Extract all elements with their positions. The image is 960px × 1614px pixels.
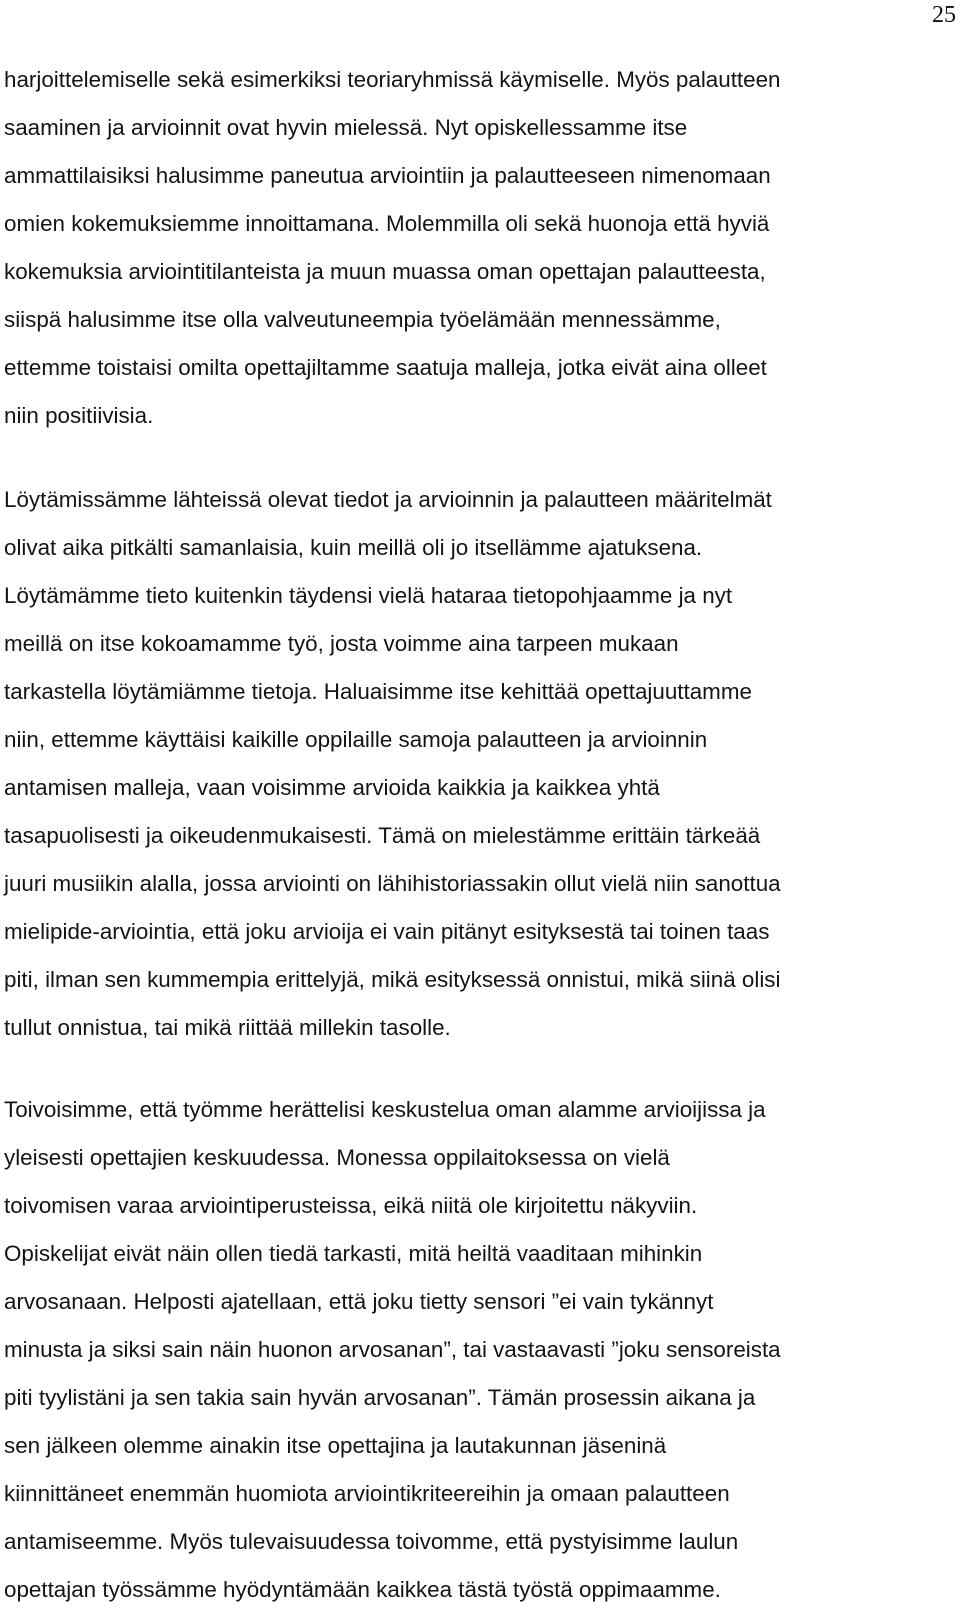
text-line: niin, ettemme käyttäisi kaikille oppilaille samoja palautteen ja arvioinnin: [4, 727, 708, 752]
text-line: olivat aika pitkälti samanlaisia, kuin meillä oli jo itsellämme ajatuksena.: [4, 535, 703, 560]
text-line: mielipide-arviointia, että joku arvioija ei vain pitänyt esityksestä tai toinen taas: [4, 919, 770, 944]
paragraph-spacer: [4, 440, 960, 476]
text-line: harjoittelemiselle sekä esimerkiksi teoriaryhmissä käymiselle. Myös palautteen: [4, 67, 781, 92]
text-line: piti, ilman sen kummempia erittelyjä, mikä esityksessä onnistui, mikä siinä olisi: [4, 967, 781, 992]
text-line: omien kokemuksiemme innoittamana. Molemmilla oli sekä huonoja että hyviä: [4, 211, 770, 236]
page-number: 25: [932, 2, 956, 28]
text-line: Löytämämme tieto kuitenkin täydensi vielä hataraa tietopohjaamme ja nyt: [4, 583, 733, 608]
paragraph-1: [4, 56, 960, 440]
text-line: yleisesti opettajien keskuudessa. Monessa oppilaitoksessa on vielä: [4, 1145, 670, 1170]
text-line: niin positiivisia.: [4, 403, 154, 428]
text-line: tullut onnistua, tai mikä riittää millekin tasolle.: [4, 1015, 451, 1040]
text-line: siispä halusimme itse olla valveutuneempia työelämään mennessämme,: [4, 307, 721, 332]
body-text: [4, 56, 960, 1614]
text-line: arvosanaan. Helposti ajatellaan, että joku tietty sensori ”ei vain tykännyt: [4, 1289, 714, 1314]
text-line: Opiskelijat eivät näin ollen tiedä tarkasti, mitä heiltä vaaditaan mihinkin: [4, 1241, 703, 1266]
text-line: tasapuolisesti ja oikeudenmukaisesti. Tämä on mielestämme erittäin tärkeää: [4, 823, 761, 848]
text-line: ettemme toistaisi omilta opettajiltamme saatuja malleja, jotka eivät aina olleet: [4, 355, 767, 380]
text-line: meillä on itse kokoamamme työ, josta voimme aina tarpeen mukaan: [4, 631, 679, 656]
text-line: juuri musiikin alalla, jossa arviointi on lähihistoriassakin ollut vielä niin sanottua: [4, 871, 781, 896]
paragraph-3: [4, 1086, 960, 1614]
text-line: kiinnittäneet enemmän huomiota arviointikriteereihin ja omaan palautteen: [4, 1481, 730, 1506]
text-line: toivomisen varaa arviointiperusteissa, eikä niitä ole kirjoitettu näkyviin.: [4, 1193, 698, 1218]
text-line: minusta ja siksi sain näin huonon arvosanan”, tai vastaavasti ”joku sensoreista: [4, 1337, 781, 1362]
text-line: tarkastella löytämiämme tietoja. Haluaisimme itse kehittää opettajuuttamme: [4, 679, 752, 704]
text-line: opettajan työssämme hyödyntämään kaikkea tästä työstä oppimaamme.: [4, 1577, 721, 1602]
text-line: kokemuksia arviointitilanteista ja muun muassa oman opettajan palautteesta,: [4, 259, 766, 284]
paragraph-spacer: [4, 1052, 960, 1086]
text-line: sen jälkeen olemme ainakin itse opettajina ja lautakunnan jäseninä: [4, 1433, 667, 1458]
text-line: saaminen ja arvioinnit ovat hyvin mielessä. Nyt opiskellessamme itse: [4, 115, 688, 140]
text-line: Löytämissämme lähteissä olevat tiedot ja arvioinnin ja palautteen määritelmät: [4, 487, 772, 512]
text-line: Toivoisimme, että työmme herättelisi keskustelua oman alamme arvioijissa ja: [4, 1097, 766, 1122]
text-line: piti tyylistäni ja sen takia sain hyvän arvosanan”. Tämän prosessin aikana ja: [4, 1385, 756, 1410]
text-line: antamiseemme. Myös tulevaisuudessa toivomme, että pystyisimme laulun: [4, 1529, 739, 1554]
paragraph-2: [4, 476, 960, 1052]
text-line: antamisen malleja, vaan voisimme arvioida kaikkia ja kaikkea yhtä: [4, 775, 660, 800]
text-line: ammattilaisiksi halusimme paneutua arviointiin ja palautteeseen nimenomaan: [4, 163, 771, 188]
